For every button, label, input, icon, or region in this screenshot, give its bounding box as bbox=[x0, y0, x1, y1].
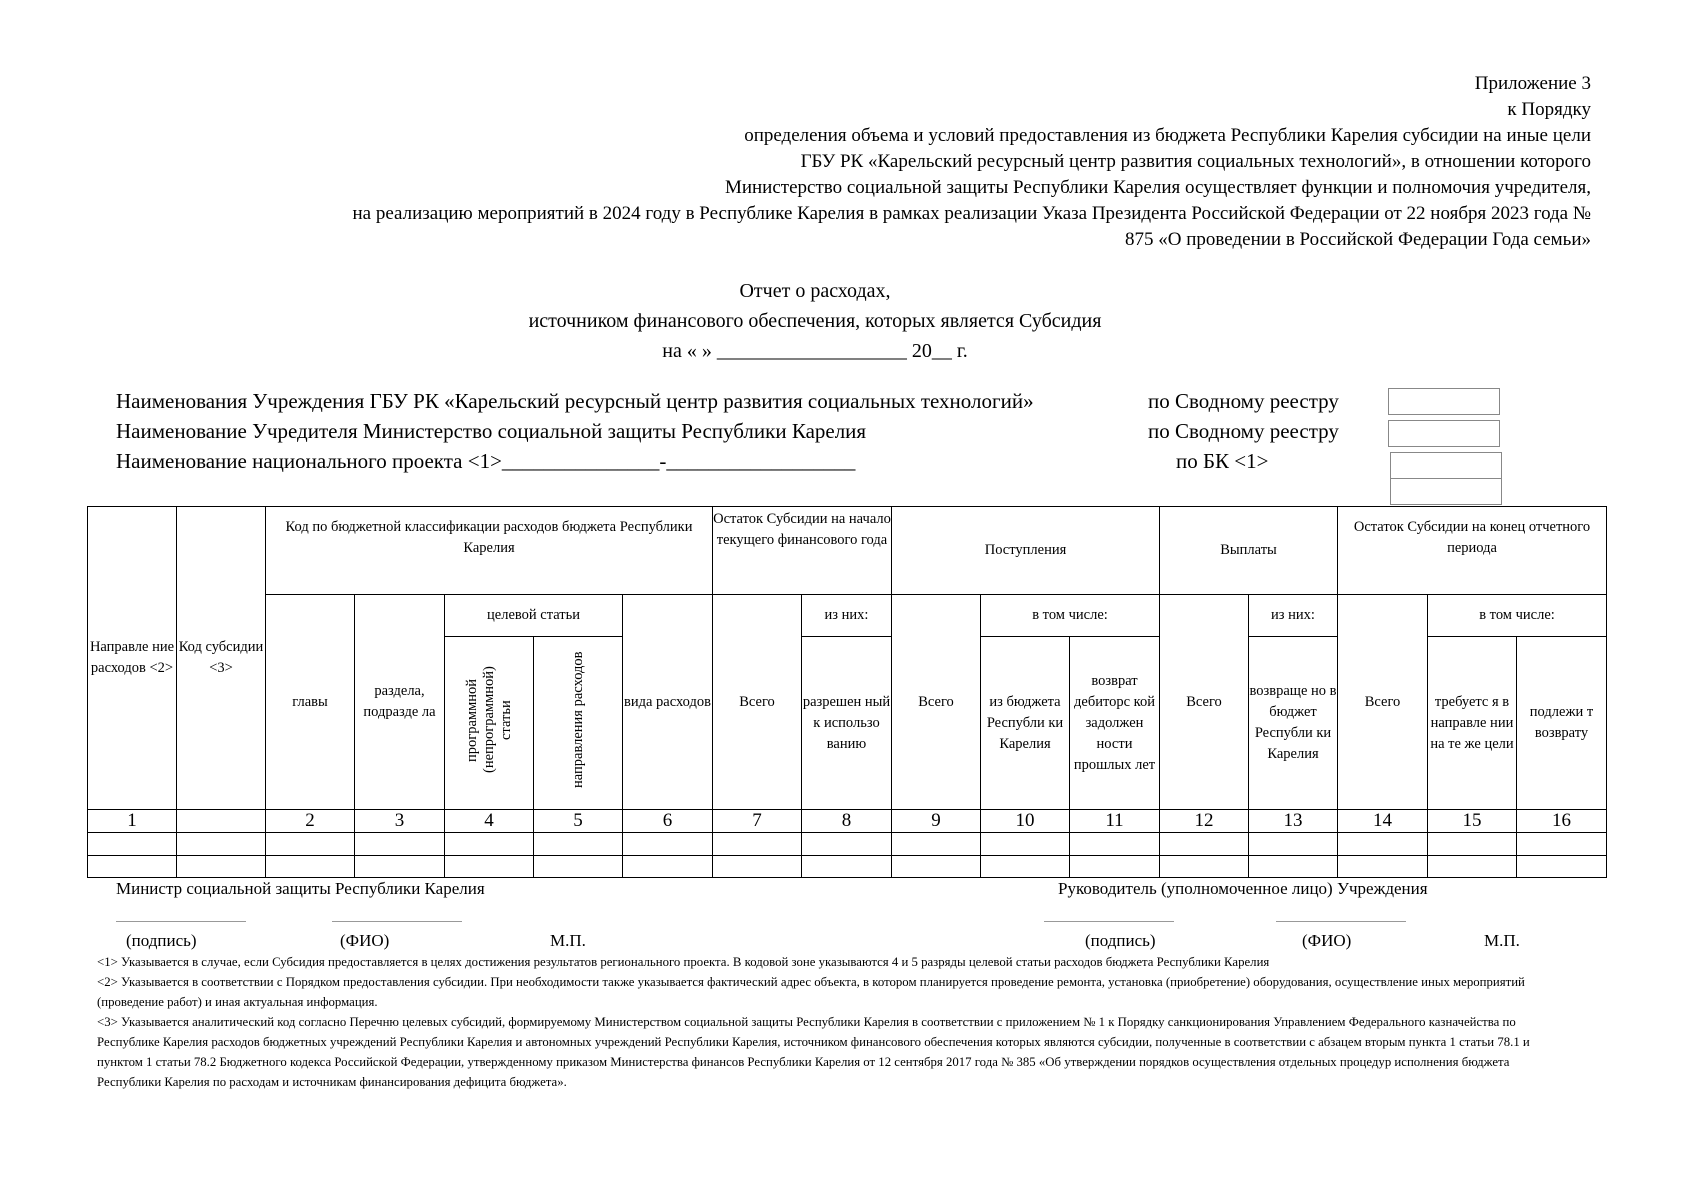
minister-title: Министр социальной защиты Республики Карелия bbox=[116, 879, 485, 898]
header-allowed-to-use: разрешен ный к использо ванию bbox=[802, 637, 892, 810]
header-end-balance-group: Остаток Субсидии на конец отчетного периода bbox=[1338, 507, 1607, 595]
table-cell[interactable] bbox=[713, 833, 802, 856]
column-number: 10 bbox=[981, 810, 1070, 833]
table-number-row bbox=[88, 810, 1607, 833]
national-project: Наименование национального проекта <1>_______________-__________________ bbox=[116, 449, 856, 473]
column-number: 15 bbox=[1428, 810, 1517, 833]
header-including-income: в том числе: bbox=[981, 595, 1160, 637]
header-line-6: на реализацию мероприятий в 2024 году в Республике Карелия в рамках реализации Указа Президента Российской Федерации от 22 ноября 2023 года № bbox=[352, 203, 1591, 224]
column-number: 1 bbox=[88, 810, 177, 833]
header-program-article-text: программной (непрограммной) статьи bbox=[463, 666, 514, 773]
head-fio-line[interactable] bbox=[1276, 921, 1406, 922]
founder-name: Наименование Учредителя Министерство социальной защиты Республики Карелия bbox=[116, 419, 867, 443]
header-total-9: Всего bbox=[892, 595, 981, 810]
table-cell[interactable] bbox=[266, 833, 355, 856]
registry-label-2: по Сводному реестру bbox=[1148, 419, 1339, 443]
header-target-group: целевой статьи bbox=[445, 595, 623, 637]
header-including-end: в том числе: bbox=[1428, 595, 1607, 637]
header-program-article bbox=[445, 637, 534, 810]
footnote-3: <3> Указывается аналитический код согласно Перечню целевых субсидий, формируемому Министерством социальной защиты Республики Карелия в соответствии с приложением № 1 к Порядку санкционирования Управлением Федерального казначейства по Республике Карелия расходов бюджетных учреждений Республики Карелия и автономных учреждений Республики Карелия, источником финансового обеспечения которых являются субсидии, полученные в соответствии с абзацем вторым пункта 1 статьи 78.1 и пунктом 1 статьи 78.2 Бюджетного кодекса Российской Федерации, утвержденному приказом Министерства финансов Республики Карелия от 12 сентября 2017 года № 385 «Об утверждении порядков осуществления отдельных процедур исполнения бюджета Республики Карелия по расходам и источникам финансирования дефицита бюджета». bbox=[97, 1015, 1530, 1089]
table-cell[interactable] bbox=[802, 856, 892, 878]
table-cell[interactable] bbox=[802, 833, 892, 856]
table-cell[interactable] bbox=[1070, 833, 1160, 856]
table-cell[interactable] bbox=[355, 856, 445, 878]
header-line-1: Приложение 3 bbox=[1474, 73, 1591, 94]
table-cell[interactable] bbox=[177, 833, 266, 856]
header-required-same-purpose: требуетс я в направле нии на те же цели bbox=[1428, 637, 1517, 810]
bk-code-box-1[interactable] bbox=[1390, 452, 1502, 479]
table-row bbox=[88, 856, 1607, 878]
column-number bbox=[177, 810, 266, 833]
table-cell[interactable] bbox=[981, 833, 1070, 856]
footnotes bbox=[97, 952, 1557, 1092]
minister-fio-label: (ФИО) bbox=[340, 931, 390, 950]
minister-signature-line[interactable] bbox=[116, 921, 246, 922]
head-signature-line[interactable] bbox=[1044, 921, 1174, 922]
column-number: 13 bbox=[1249, 810, 1338, 833]
table-cell[interactable] bbox=[1160, 856, 1249, 878]
report-date-line: на « » ___________________ 20__ г. bbox=[662, 340, 968, 362]
header-chapter: главы bbox=[266, 595, 355, 810]
header-debt-return: возврат дебиторс кой задолжен ности прошлых лет bbox=[1070, 637, 1160, 810]
table-cell[interactable] bbox=[713, 856, 802, 878]
table-cell[interactable] bbox=[981, 856, 1070, 878]
header-line-5: Министерство социальной защиты Республики Карелия осуществляет функции и полномочия учредителя, bbox=[724, 177, 1591, 198]
table-cell[interactable] bbox=[1428, 833, 1517, 856]
table-cell[interactable] bbox=[1249, 856, 1338, 878]
registry-label-1: по Сводному реестру bbox=[1148, 389, 1339, 413]
table-cell[interactable] bbox=[445, 833, 534, 856]
head-sign-label: (подпись) bbox=[1085, 931, 1156, 950]
header-expense-direction-text: направления расходов bbox=[569, 651, 586, 788]
table-cell[interactable] bbox=[623, 833, 713, 856]
report-title-line-1: Отчет о расходах, bbox=[739, 280, 891, 302]
header-subsidy-code: Код субсидии <3> bbox=[177, 507, 266, 810]
bk-code-box-2[interactable] bbox=[1390, 478, 1502, 505]
header-of-them-13: из них: bbox=[1249, 595, 1338, 637]
header-line-2: к Порядку bbox=[1507, 99, 1591, 120]
column-number: 3 bbox=[355, 810, 445, 833]
table-cell[interactable] bbox=[88, 833, 177, 856]
column-number: 12 bbox=[1160, 810, 1249, 833]
column-number: 16 bbox=[1517, 810, 1607, 833]
table-cell[interactable] bbox=[1428, 856, 1517, 878]
table-header-row-1 bbox=[88, 507, 1607, 595]
header-income-group: Поступления bbox=[892, 507, 1160, 595]
expense-report-table bbox=[87, 506, 1607, 878]
table-cell[interactable] bbox=[445, 856, 534, 878]
minister-fio-line[interactable] bbox=[332, 921, 462, 922]
table-cell[interactable] bbox=[534, 856, 623, 878]
head-stamp-label: М.П. bbox=[1484, 931, 1520, 950]
minister-sign-label: (подпись) bbox=[126, 931, 197, 950]
table-cell[interactable] bbox=[1517, 833, 1607, 856]
table-cell[interactable] bbox=[534, 833, 623, 856]
head-fio-label: (ФИО) bbox=[1302, 931, 1352, 950]
column-number: 9 bbox=[892, 810, 981, 833]
institution-name: Наименования Учреждения ГБУ РК «Карельский ресурсный центр развития социальных технологий» bbox=[116, 389, 1034, 413]
column-number: 2 bbox=[266, 810, 355, 833]
header-section: раздела, подразде ла bbox=[355, 595, 445, 810]
column-number: 7 bbox=[713, 810, 802, 833]
column-number: 5 bbox=[534, 810, 623, 833]
report-title-line-2: источником финансового обеспечения, которых является Субсидия bbox=[528, 310, 1102, 332]
header-line-3: определения объема и условий предоставления из бюджета Республики Карелия субсидии на иные цели bbox=[744, 125, 1591, 146]
table-cell[interactable] bbox=[355, 833, 445, 856]
table-cell[interactable] bbox=[1338, 856, 1428, 878]
table-cell[interactable] bbox=[1338, 833, 1428, 856]
table-header-row-2 bbox=[88, 595, 1607, 637]
table-cell[interactable] bbox=[1070, 856, 1160, 878]
table-cell[interactable] bbox=[1160, 833, 1249, 856]
table-cell[interactable] bbox=[892, 833, 981, 856]
header-expense-direction bbox=[534, 637, 623, 810]
column-number: 4 bbox=[445, 810, 534, 833]
header-to-return: подлежи т возврату bbox=[1517, 637, 1607, 810]
head-title: Руководитель (уполномоченное лицо) Учреждения bbox=[1058, 879, 1428, 898]
column-number: 6 bbox=[623, 810, 713, 833]
table-cell[interactable] bbox=[177, 856, 266, 878]
registry-code-box-2[interactable] bbox=[1388, 420, 1500, 447]
table-cell[interactable] bbox=[88, 856, 177, 878]
header-expense-type: вида расходов bbox=[623, 595, 713, 810]
table-cell[interactable] bbox=[1517, 856, 1607, 878]
header-line-7: 875 «О проведении в Российской Федерации Года семьи» bbox=[1125, 229, 1591, 250]
header-from-budget: из бюджета Республи ки Карелия bbox=[981, 637, 1070, 810]
bk-label: по БК <1> bbox=[1176, 449, 1269, 473]
header-budget-code-group: Код по бюджетной классификации расходов бюджета Республики Карелия bbox=[266, 507, 713, 595]
registry-code-box-1[interactable] bbox=[1388, 388, 1500, 415]
column-number: 11 bbox=[1070, 810, 1160, 833]
header-start-balance-group: Остаток Субсидии на начало текущего финансового года bbox=[713, 507, 892, 595]
header-total-12: Всего bbox=[1160, 595, 1249, 810]
header-direction: Направле ние расходов <2> bbox=[88, 507, 177, 810]
column-number: 14 bbox=[1338, 810, 1428, 833]
table-cell[interactable] bbox=[623, 856, 713, 878]
minister-stamp-label: М.П. bbox=[550, 931, 586, 950]
table-cell[interactable] bbox=[1249, 833, 1338, 856]
footnote-1: <1> Указывается в случае, если Субсидия предоставляется в целях достижения результатов регионального проекта. В кодовой зоне указываются 4 и 5 разряды целевой статьи расходов бюджета Республики Карелия bbox=[97, 955, 1270, 969]
header-total-7: Всего bbox=[713, 595, 802, 810]
header-of-them-8: из них: bbox=[802, 595, 892, 637]
column-number: 8 bbox=[802, 810, 892, 833]
header-total-14: Всего bbox=[1338, 595, 1428, 810]
table-row bbox=[88, 833, 1607, 856]
header-line-4: ГБУ РК «Карельский ресурсный центр развития социальных технологий», в отношении которого bbox=[800, 151, 1591, 172]
header-returned-to-budget: возвраще но в бюджет Республи ки Карелия bbox=[1249, 637, 1338, 810]
footnote-2: <2> Указывается в соответствии с Порядком предоставления субсидии. При необходимости также указывается фактический адрес объекта, в котором планируется проведение ремонта, установка (приобретение) оборудования, осуществление иных мероприятий (проведение работ) и иная актуальная информация. bbox=[97, 975, 1525, 1009]
header-payments-group: Выплаты bbox=[1160, 507, 1338, 595]
table-cell[interactable] bbox=[266, 856, 355, 878]
table-cell[interactable] bbox=[892, 856, 981, 878]
